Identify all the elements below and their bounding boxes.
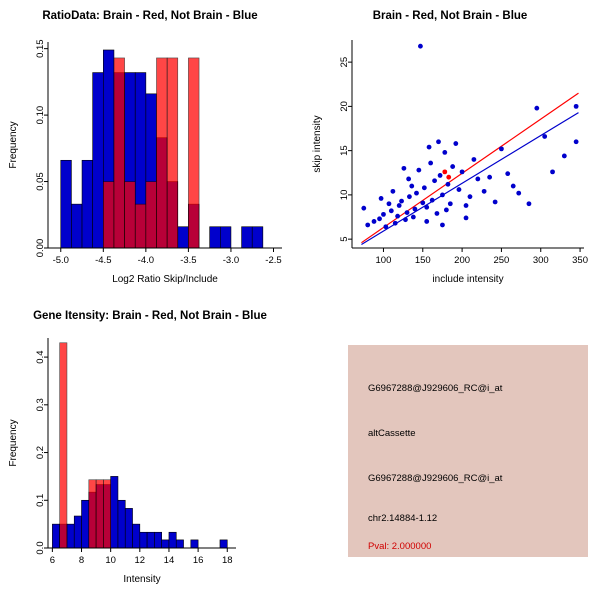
svg-text:-4.5: -4.5 <box>95 255 112 266</box>
histogram-bar <box>74 516 81 548</box>
scatter-point <box>446 175 451 180</box>
svg-text:300: 300 <box>532 255 549 266</box>
scatter-point <box>389 208 394 213</box>
info-gene-id: G6967288@J929606_RC@i_at <box>368 473 503 484</box>
scatter-point <box>416 168 421 173</box>
scatter-point <box>395 214 400 219</box>
scatter-point <box>487 175 492 180</box>
gene-histogram-plot <box>0 300 300 600</box>
panel-gene-histogram <box>0 300 300 600</box>
panel-ratio-histogram <box>0 0 300 300</box>
histogram-bar <box>242 227 253 248</box>
scatter-point <box>372 219 377 224</box>
svg-text:20: 20 <box>339 101 351 112</box>
scatter-point <box>403 217 408 222</box>
histogram-bar <box>114 58 125 248</box>
svg-text:8: 8 <box>78 555 85 566</box>
scatter-point <box>435 211 440 216</box>
histogram-bar <box>176 540 183 548</box>
scatter-point <box>448 201 453 206</box>
histogram-bar <box>133 524 140 548</box>
scatter-point <box>542 134 547 139</box>
scatter-title: Brain - Red, Not Brain - Blue <box>372 10 528 22</box>
svg-text:25: 25 <box>339 56 351 68</box>
panel-scatter <box>300 0 600 300</box>
svg-text:-4.0: -4.0 <box>137 255 155 266</box>
histogram-bar <box>103 480 110 548</box>
histogram-bar <box>188 58 199 248</box>
scatter-point <box>574 139 579 144</box>
scatter-point <box>499 146 504 151</box>
svg-text:Log2 Ratio Skip/Include: Log2 Ratio Skip/Include <box>112 274 218 285</box>
info-locus: chr2.14884-1.12 <box>368 513 438 524</box>
histogram-bar <box>167 58 178 248</box>
scatter-point <box>516 191 521 196</box>
scatter-point <box>562 154 567 159</box>
svg-text:Frequency: Frequency <box>8 419 19 467</box>
scatter-point <box>402 166 407 171</box>
histogram-bar <box>61 160 72 248</box>
histogram-bar <box>82 160 93 248</box>
histogram-bar <box>146 182 157 248</box>
histogram-bar <box>60 343 67 548</box>
histogram-bar <box>210 227 221 248</box>
scatter-point <box>527 201 532 206</box>
scatter-point <box>407 194 412 199</box>
svg-text:5: 5 <box>339 236 351 242</box>
histogram-bar <box>162 540 169 548</box>
svg-text:0.1: 0.1 <box>35 493 47 507</box>
histogram-bar <box>82 500 89 548</box>
histogram-bar <box>111 476 118 548</box>
histogram-bar <box>67 524 74 548</box>
svg-text:15: 15 <box>339 145 351 156</box>
scatter-point <box>420 200 425 205</box>
svg-text:250: 250 <box>493 255 510 266</box>
histogram-bar <box>147 532 154 548</box>
svg-text:100: 100 <box>375 255 392 266</box>
scatter-point <box>381 212 386 217</box>
histogram-bar <box>191 540 198 548</box>
scatter-point <box>379 196 384 201</box>
svg-text:10: 10 <box>339 189 351 201</box>
svg-text:0.15: 0.15 <box>35 39 47 58</box>
info-event-type: altCassette <box>368 428 416 439</box>
annotation-info-box <box>348 345 588 557</box>
histogram-bar <box>178 227 189 248</box>
svg-text:-5.0: -5.0 <box>52 255 69 266</box>
scatter-point <box>440 223 445 228</box>
histogram-bar <box>103 182 114 248</box>
ratio-histogram-plot <box>0 0 300 300</box>
scatter-point <box>438 173 443 178</box>
svg-text:0.4: 0.4 <box>35 350 47 364</box>
svg-text:16: 16 <box>192 555 204 566</box>
scatter-point <box>428 161 433 166</box>
scatter-point <box>475 177 480 182</box>
ratio-histogram-title: RatioData: Brain - Red, Not Brain - Blue <box>42 10 258 22</box>
scatter-point <box>397 203 402 208</box>
scatter-point <box>414 191 419 196</box>
info-pval: Pval: 2.000000 <box>368 541 432 552</box>
scatter-point <box>424 205 429 210</box>
svg-text:18: 18 <box>221 555 233 566</box>
scatter-point <box>450 164 455 169</box>
scatter-point <box>387 201 392 206</box>
scatter-point <box>493 200 498 205</box>
scatter-point <box>464 203 469 208</box>
scatter-point <box>430 198 435 203</box>
scatter-point <box>424 219 429 224</box>
scatter-point <box>457 187 462 192</box>
histogram-bar <box>93 73 104 248</box>
histogram-bar <box>118 500 125 548</box>
svg-text:0.3: 0.3 <box>35 398 47 412</box>
scatter-point <box>436 139 441 144</box>
scatter-point <box>446 182 451 187</box>
svg-text:-2.5: -2.5 <box>265 255 282 266</box>
scatter-point <box>361 206 366 211</box>
histogram-bar <box>140 532 147 548</box>
svg-text:0.00: 0.00 <box>35 238 47 258</box>
scatter-point <box>390 189 395 194</box>
scatter-point <box>413 207 418 212</box>
svg-text:0.2: 0.2 <box>35 445 47 460</box>
histogram-bar <box>252 227 263 248</box>
scatter-point <box>444 208 449 213</box>
histogram-bar <box>89 480 96 548</box>
scatter-point <box>406 177 411 182</box>
scatter-point <box>468 194 473 199</box>
histogram-bar <box>220 540 227 548</box>
scatter-point <box>442 169 447 174</box>
scatter-point <box>427 145 432 150</box>
gene-histogram-title: Gene Itensity: Brain - Red, Not Brain - Blue <box>33 310 267 322</box>
svg-text:Intensity: Intensity <box>123 574 161 585</box>
scatter-point <box>442 150 447 155</box>
histogram-bar <box>220 227 231 248</box>
scatter-point <box>399 199 404 204</box>
scatter-point <box>432 178 437 183</box>
scatter-point <box>365 223 370 228</box>
histogram-bar <box>135 204 146 248</box>
scatter-point <box>405 210 410 215</box>
histogram-bar <box>154 532 161 548</box>
svg-text:0.05: 0.05 <box>35 172 47 191</box>
histogram-bar <box>71 204 82 248</box>
svg-text:150: 150 <box>414 255 431 266</box>
scatter-point <box>482 189 487 194</box>
histogram-bar <box>96 480 103 548</box>
svg-text:-3.0: -3.0 <box>222 255 240 266</box>
scatter-point <box>471 157 476 162</box>
scatter-point <box>411 215 416 220</box>
svg-text:12: 12 <box>134 555 146 566</box>
histogram-bar <box>52 524 59 548</box>
scatter-point <box>505 171 510 176</box>
histogram-bar <box>125 182 136 248</box>
scatter-point <box>534 106 539 111</box>
svg-text:include intensity: include intensity <box>432 274 504 285</box>
svg-text:-3.5: -3.5 <box>180 255 197 266</box>
histogram-bar <box>125 508 132 548</box>
scatter-point <box>511 184 516 189</box>
scatter-point <box>418 44 423 49</box>
scatter-point <box>574 104 579 109</box>
svg-text:0.0: 0.0 <box>35 541 47 555</box>
svg-text:10: 10 <box>105 555 116 566</box>
svg-text:6: 6 <box>49 555 56 566</box>
scatter-point <box>393 221 398 226</box>
scatter-point <box>383 224 388 229</box>
scatter-point <box>453 141 458 146</box>
svg-text:200: 200 <box>454 255 471 266</box>
scatter-point <box>440 192 445 197</box>
scatter-point <box>377 216 382 221</box>
scatter-point <box>409 184 414 189</box>
histogram-bar <box>169 532 176 548</box>
svg-text:skip intensity: skip intensity <box>312 115 323 173</box>
histogram-bar <box>156 58 167 248</box>
scatter-point <box>460 169 465 174</box>
scatter-plot <box>300 0 600 300</box>
info-probeset-id: G6967288@J929606_RC@i_at <box>368 383 503 394</box>
svg-text:14: 14 <box>163 555 175 566</box>
scatter-point <box>422 185 427 190</box>
svg-text:350: 350 <box>572 255 588 266</box>
scatter-point <box>550 169 555 174</box>
svg-text:Frequency: Frequency <box>8 121 19 169</box>
svg-text:0.10: 0.10 <box>35 105 47 125</box>
regression-line <box>361 93 578 243</box>
scatter-point <box>464 216 469 221</box>
